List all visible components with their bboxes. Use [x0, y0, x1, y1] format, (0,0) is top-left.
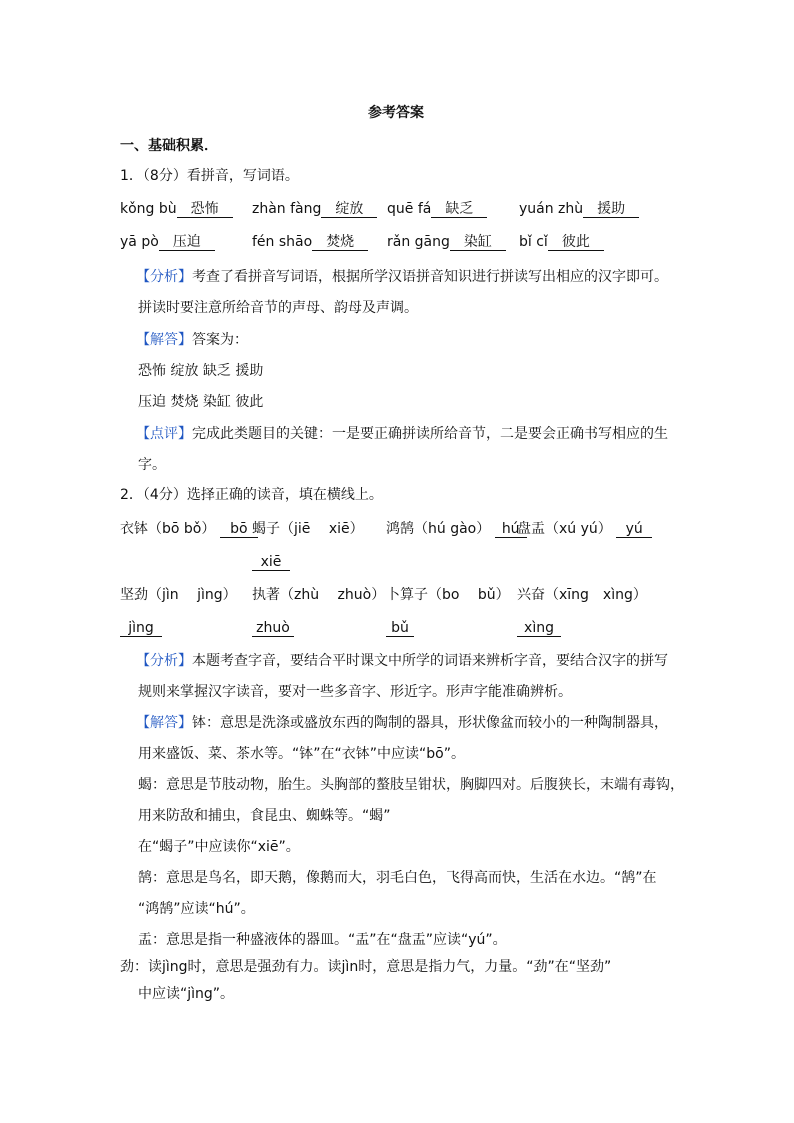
- section-heading: 一、基础积累．: [120, 138, 218, 154]
- explain-line: 钵：意思是洗涤或盛放东西的陶制的器具，形状像盆而较小的一种陶制器具，: [192, 715, 668, 731]
- analysis-text: 考查了看拼音写词语，根据所学汉语拼音知识进行拼读写出相应的汉字即可。: [192, 269, 668, 285]
- comment-tag: 【点评】: [136, 426, 192, 442]
- answer-blank: 压迫: [159, 234, 215, 251]
- word: 盘盂（xú yú）: [517, 521, 612, 537]
- q2-item-jianjin: [120, 586, 237, 604]
- pinyin: yā pò: [120, 234, 159, 250]
- q2-item-xingfen: [517, 586, 647, 604]
- q1-analysis-cont: 拼读时要注意所给音节的声母、韵母及声调。: [138, 300, 418, 316]
- q1-row2-item3: [387, 233, 506, 251]
- q2-answer-xingfen: [517, 619, 561, 637]
- q1-answer: [136, 331, 248, 349]
- q1-row2-item2: [252, 233, 368, 251]
- q1-row1: [120, 200, 233, 218]
- answer-blank: xiē: [252, 554, 290, 571]
- explain-line: 鹄：意思是鸟名，即天鹅，像鹅而大，羽毛白色，飞得高而快，生活在水边。“鹄”在: [138, 870, 657, 886]
- answer-blank: bō: [220, 521, 258, 538]
- q2-answer-jianjin: [120, 619, 162, 637]
- q1-row1-item3: [387, 200, 487, 218]
- q1-comment-cont: 字。: [138, 457, 166, 473]
- answer-blank: bǔ: [386, 620, 414, 637]
- explain-line: 用来防敌和捕虫，食昆虫、蜘蛛等。“蝎”: [138, 808, 391, 824]
- explain-line: 中应读“jìng”。: [138, 986, 235, 1002]
- word: 执著（zhù zhuò）: [252, 587, 386, 603]
- answer-blank: 援助: [583, 201, 639, 218]
- answer-blank: 焚烧: [312, 234, 368, 251]
- page-title: 参考答案: [368, 105, 424, 121]
- answer-blank: xìng: [517, 620, 561, 637]
- answer-blank: 彼此: [548, 234, 604, 251]
- q2-item-xiezi: [252, 520, 364, 538]
- explain-line: 盂：意思是指一种盛液体的器皿。“盂”在“盘盂”应读“yú”。: [138, 932, 507, 948]
- q2-answer: [136, 714, 668, 732]
- answer-blank: jìng: [120, 620, 162, 637]
- q2-answer-zhizhu: [252, 619, 294, 637]
- word: 衣钵（bō bǒ）: [120, 521, 216, 537]
- explain-line: 劲：读jìng时，意思是强劲有力。读jìn时，意思是指力气，力量。“劲”在“坚劲”: [120, 959, 612, 975]
- comment-text: 完成此类题目的关键：一是要正确拼读所给音节，二是要会正确书写相应的生: [192, 426, 668, 442]
- answer-tag: 【解答】: [136, 715, 192, 731]
- word: 鸿鹄（hú gào）: [386, 521, 491, 537]
- q2-item-busuanzi: [386, 586, 510, 604]
- q1-answer-line2: 压迫 焚烧 染缸 彼此: [138, 394, 264, 410]
- word: 兴奋（xīng xìng）: [517, 587, 647, 603]
- answer-intro: 答案为：: [192, 332, 248, 348]
- q2-item-yibo: [120, 520, 258, 538]
- pinyin: quē fá: [387, 201, 432, 217]
- analysis-tag: 【分析】: [136, 653, 192, 669]
- q1-analysis: [136, 268, 668, 286]
- answer-blank: hú: [495, 521, 527, 538]
- q2-item-xiezi-answer: [252, 553, 290, 571]
- explain-line: 用来盛饭、菜、茶水等。“钵”在“衣钵”中应读“bō”。: [138, 746, 465, 762]
- word: 蝎子（jiē xiē）: [252, 521, 364, 537]
- answer-blank: 恐怖: [177, 201, 233, 218]
- pinyin: fén shāo: [252, 234, 313, 250]
- explain-line: 蝎：意思是节肢动物，胎生。头胸部的螯肢呈钳状，胸脚四对。后腹狭长，末端有毒钩，: [138, 777, 684, 793]
- q2-stem: 2．（4分）选择正确的读音，填在横线上。: [120, 487, 383, 503]
- word: 卜算子（bo bǔ）: [386, 587, 510, 603]
- answer-blank: 染缸: [450, 234, 506, 251]
- q1-row2-item4: [519, 233, 604, 251]
- pinyin: zhàn fàng: [252, 201, 322, 217]
- q2-item-zhizhu: [252, 586, 385, 604]
- pinyin: yuán zhù: [519, 201, 584, 217]
- explain-line: “鸿鹄”应读“hú”。: [138, 901, 255, 917]
- answer-blank: 绽放: [321, 201, 377, 218]
- analysis-tag: 【分析】: [136, 269, 192, 285]
- answer-blank: zhuò: [252, 620, 294, 637]
- answer-blank: 缺乏: [431, 201, 487, 218]
- q1-row1-item2: [252, 200, 377, 218]
- pinyin: kǒng bù: [120, 201, 177, 217]
- q2-item-panyu: [517, 520, 652, 538]
- q1-answer-line1: 恐怖 绽放 缺乏 援助: [138, 363, 264, 379]
- word: 坚劲（jìn jìng）: [120, 587, 237, 603]
- pinyin: rǎn gāng: [387, 234, 450, 250]
- q1-row2-item1: [120, 233, 215, 251]
- q1-comment: [136, 425, 668, 443]
- q1-stem: 1．（8分）看拼音，写词语。: [120, 168, 299, 184]
- pinyin: bǐ cǐ: [519, 234, 548, 250]
- q1-row1-item4: [519, 200, 639, 218]
- q2-analysis: [136, 652, 668, 670]
- q2-item-honghu: [386, 520, 527, 538]
- analysis-text: 本题考查字音，要结合平时课文中所学的词语来辨析字音，要结合汉字的拼写: [192, 653, 668, 669]
- q2-analysis-cont: 规则来掌握汉字读音，要对一些多音字、形近字。形声字能准确辨析。: [138, 684, 572, 700]
- q2-answer-busuanzi: [386, 619, 414, 637]
- answer-tag: 【解答】: [136, 332, 192, 348]
- explain-line: 在“蝎子”中应读你“xiē”。: [138, 839, 300, 855]
- answer-blank: yú: [616, 521, 652, 538]
